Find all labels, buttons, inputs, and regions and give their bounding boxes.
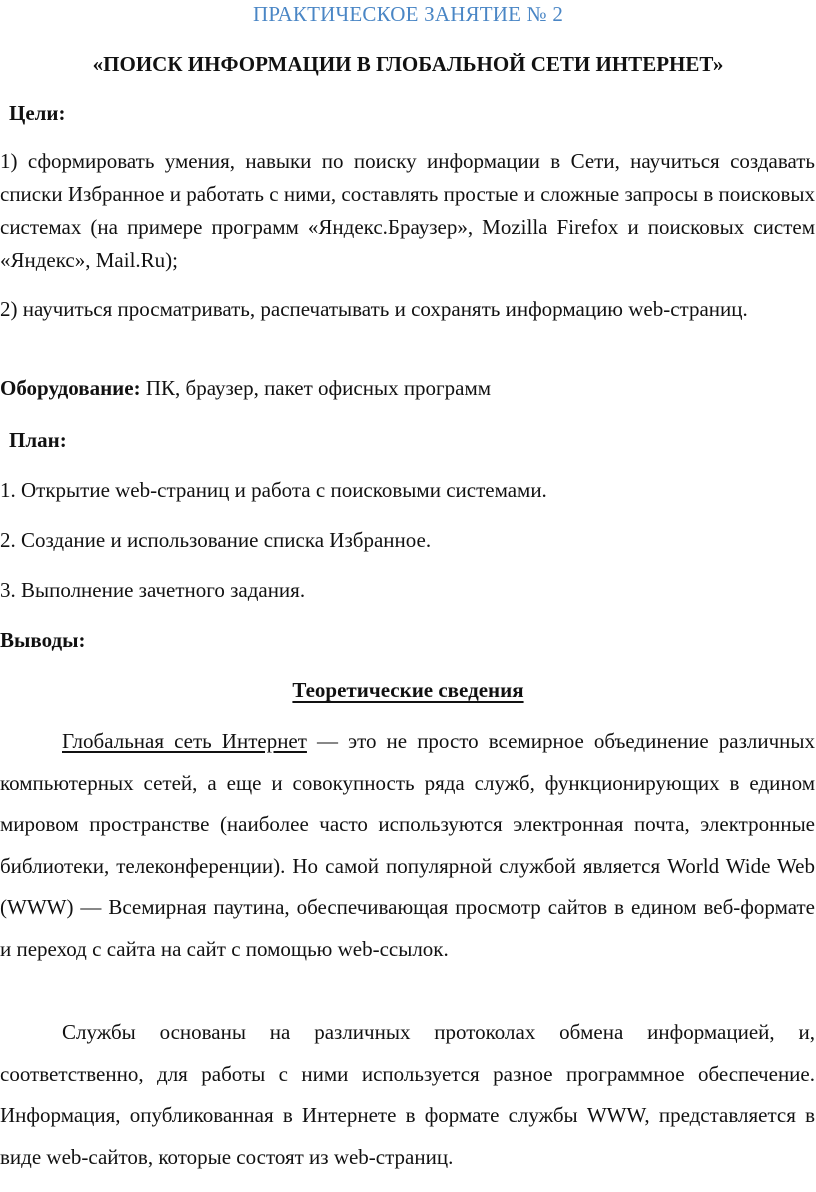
goals-label: Цели: — [9, 101, 66, 125]
internet-term: Глобальная сеть Интернет — [62, 729, 307, 753]
lesson-number: ПРАКТИЧЕСКОЕ ЗАНЯТИЕ № 2 — [252, 2, 564, 26]
goal-item-2: 2) научиться просматривать, распечатывать и сохранять информацию web-страниц. — [0, 297, 748, 321]
plan-item-1: 1. Открытие web-страниц и работа с поисковыми системами. — [0, 478, 547, 502]
equipment-label: Оборудование: — [0, 376, 141, 400]
equipment-text: ПК, браузер, пакет офисных программ — [140, 376, 492, 400]
plan-item-3: 3. Выполнение зачетного задания. — [0, 578, 306, 602]
equipment-line — [0, 376, 491, 401]
plan-item-2: 2. Создание и использование списка Избранное. — [0, 528, 432, 552]
theory-paragraph-1-text: — это не просто всемирное объединение различных компьютерных сетей, а еще и совокупность ряда служб, функционирующих в едином мировом пространстве (наиболее часто используются электронная почта, электронные библиотеки, телеконференции). Но самой популярной службой является World Wide Web (WWW) — Всемирная паутина, обеспечивающая просмотр сайтов в едином веб-формате и переход с сайта на сайт с помощью web-ссылок. — [0, 729, 815, 961]
document-title: «ПОИСК ИНФОРМАЦИИ В ГЛОБАЛЬНОЙ СЕТИ ИНТЕРНЕТ» — [92, 52, 724, 76]
theory-heading: Теоретические сведения — [292, 678, 524, 702]
goal-item-1: 1) сформировать умения, навыки по поиску информации в Сети, научиться создавать списки Избранное и работать с ними, составлять простые и сложные запросы в поисковых системах (на примере программ «Яндекс.Браузер», Mozilla Firefox и поисковых систем «Яндекс», Mail.Ru); — [0, 149, 815, 272]
conclusions-label: Выводы: — [0, 628, 86, 652]
theory-paragraph-1 — [0, 721, 815, 970]
theory-paragraph-2: Службы основаны на различных протоколах обмена информацией, и, соответственно, для работы с ними используется разное программное обеспечение. Информация, опубликованная в Интернете в формате службы WWW, представляется в виде web-сайтов, которые состоят из web-страниц. — [0, 1020, 815, 1169]
plan-label: План: — [9, 428, 67, 452]
